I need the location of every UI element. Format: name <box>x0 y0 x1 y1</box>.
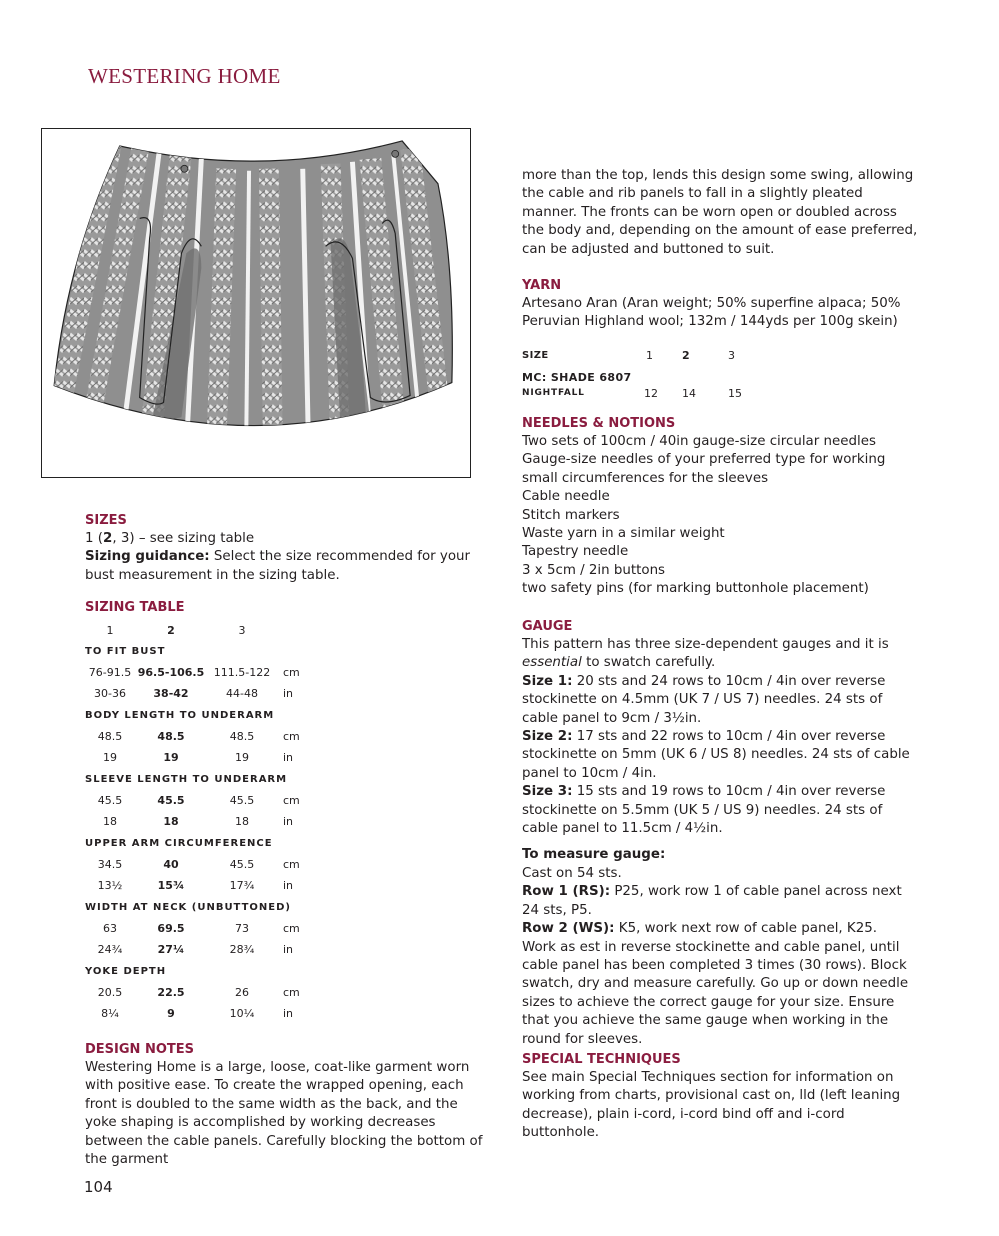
yarn-color-row-1 <box>522 369 776 385</box>
gauge-size-3: Size 3: 15 sts and 19 rows to 10cm / 4in over reverse stockinette on 5.5mm (UK 5 / US 9) needles. 24 sts of cable panel to 11.5cm / 4½in. <box>522 784 886 837</box>
yarn-size-3: 3 <box>728 348 735 362</box>
needles-item: Tapestry needle <box>522 544 629 560</box>
sizing-section-label: YOKE DEPTH <box>85 965 167 977</box>
yarn-size-2: 2 <box>682 348 690 362</box>
sizes-heading: SIZES <box>85 513 127 528</box>
sizing-row: 19 19 19 in <box>103 751 294 764</box>
sizes-section <box>85 512 485 585</box>
sizing-section-label: UPPER ARM CIRCUMFERENCE <box>85 837 273 849</box>
size-header-1: 1 <box>106 623 114 637</box>
sizing-row: 63 69.5 73 cm <box>103 922 300 935</box>
yarn-color-name: NIGHTFALL <box>522 388 585 398</box>
sizing-guidance: Sizing guidance: Select the size recommended for your bust measurement in the sizing table. <box>85 549 471 583</box>
special-techniques-section <box>522 1051 922 1143</box>
needles-item: two safety pins (for marking buttonhole placement) <box>522 581 869 597</box>
sizes-line: 1 (2, 3) – see sizing table <box>85 531 255 546</box>
design-notes-heading: DESIGN NOTES <box>85 1042 194 1057</box>
row-2-instruction: Row 2 (WS): K5, work next row of cable panel, K25. <box>522 921 877 937</box>
yarn-size-row <box>522 345 776 365</box>
design-notes-text-continued: more than the top, lends this design some swing, allowing the cable and rib panels to fall in a slightly pleated manner. The fronts can be worn open or doubled across the body and, depending on the amount of ease preferred, can be adjusted and buttoned to suit. <box>522 168 918 257</box>
yarn-text: Artesano Aran (Aran weight; 50% superfine alpaca; 50% Peruvian Highland wool; 132m / 144yds per 100g skein) <box>522 296 901 330</box>
page-number: 104 <box>84 1178 113 1196</box>
yarn-heading: YARN <box>522 278 562 293</box>
needles-item: Cable needle <box>522 489 610 505</box>
gauge-size-1: Size 1: 20 sts and 24 rows to 10cm / 4in over reverse stockinette on 4.5mm (UK 7 / US 7) needles. 24 sts of cable panel to 9cm / 3½in. <box>522 673 886 726</box>
gauge-heading: GAUGE <box>522 619 573 634</box>
special-techniques-heading: SPECIAL TECHNIQUES <box>522 1052 681 1067</box>
sizing-row: 45.5 45.5 45.5 cm <box>97 794 300 807</box>
yarn-qty-1: 12 <box>644 386 658 400</box>
sizing-row: 18 18 18 in <box>103 815 294 828</box>
yarn-qty-3: 15 <box>728 386 742 400</box>
sizing-row: 30-36 38-42 44-48 in <box>94 687 294 700</box>
sizing-section-label: BODY LENGTH TO UNDERARM <box>85 709 275 721</box>
design-notes-section <box>85 1041 485 1169</box>
sizing-table-heading-wrap <box>85 599 485 617</box>
yarn-size-label: SIZE <box>522 349 549 361</box>
sizing-section-label: TO FIT BUST <box>85 645 166 657</box>
design-notes-text: Westering Home is a large, loose, coat-like garment worn with positive ease. To create the wrapped opening, each front is doubled to the same width as the back, and the yoke shaping is accomplished by working decreases between the cable panels. Carefully blocking the bottom of the garment <box>85 1060 483 1168</box>
yarn-size-1: 1 <box>646 348 653 362</box>
needles-item: Gauge-size needles of your preferred type for working small circumferences for the sleeves <box>522 452 886 486</box>
sizing-section-label: SLEEVE LENGTH TO UNDERARM <box>85 773 288 785</box>
yarn-color-label: MC: SHADE 6807 <box>522 370 632 384</box>
cardigan-drawing-icon <box>42 129 470 477</box>
row-1-instruction: Row 1 (RS): P25, work row 1 of cable panel across next 24 sts, P5. <box>522 884 902 918</box>
needles-item: 3 x 5cm / 2in buttons <box>522 562 666 578</box>
yarn-qty-2: 14 <box>682 386 696 400</box>
sizing-table-header-row <box>85 620 345 640</box>
needles-heading: NEEDLES & NOTIONS <box>522 416 676 431</box>
measure-gauge-heading: To measure gauge: <box>522 847 666 863</box>
sizing-row: 20.5 22.5 26 cm <box>97 986 300 999</box>
cast-on-text: Cast on 54 sts. <box>522 865 622 881</box>
size-header-2: 2 <box>167 623 175 637</box>
gauge-section <box>522 618 922 1049</box>
design-notes-continued <box>522 167 922 259</box>
garment-illustration <box>41 128 471 478</box>
sizing-row: 13½ 15¾ 17¾ in <box>97 879 294 892</box>
sizing-row: 76-91.5 96.5-106.5 111.5-122 cm <box>88 666 300 679</box>
yarn-section <box>522 277 922 332</box>
sizing-row: 8¼ 9 10¼ in <box>101 1007 294 1020</box>
yarn-color-row-2 <box>522 385 776 401</box>
size-header-3: 3 <box>238 623 246 637</box>
page-title: WESTERING HOME <box>88 64 281 88</box>
needles-item: Two sets of 100cm / 40in gauge-size circular needles <box>522 434 876 449</box>
needles-item: Stitch markers <box>522 507 620 523</box>
sizing-table-heading: SIZING TABLE <box>85 600 185 615</box>
sizing-row: 24¾ 27¼ 28¾ in <box>97 943 294 956</box>
needles-section <box>522 415 922 599</box>
sizing-section-label: WIDTH AT NECK (UNBUTTONED) <box>85 901 292 913</box>
gauge-size-2: Size 2: 17 sts and 22 rows to 10cm / 4in over reverse stockinette on 5mm (UK 6 / US 8) needles. 24 sts of cable panel to 10cm / 4in. <box>522 729 910 781</box>
gauge-closing-text: Work as est in reverse stockinette and cable panel, until cable panel has been completed 3 times (30 rows). Block swatch, dry and measure carefully. Go up or down needle sizes to achieve the correct gauge for your size. Ensure that you achieve the same gauge when working in the round for sleeves. <box>522 939 909 1047</box>
sizing-table <box>85 620 345 1024</box>
sizing-row: 34.5 40 45.5 cm <box>97 858 300 871</box>
sizing-row: 48.5 48.5 48.5 cm <box>97 730 300 743</box>
special-techniques-text: See main Special Techniques section for information on working from charts, provisional cast on, lld (left leaning decrease), plain i-cord, i-cord bind off and i-cord buttonhole. <box>522 1070 901 1141</box>
gauge-intro: This pattern has three size-dependent gauges and it is essential to swatch carefully. <box>522 637 889 671</box>
yarn-quantity-table <box>522 345 776 401</box>
needles-item: Waste yarn in a similar weight <box>522 526 725 542</box>
